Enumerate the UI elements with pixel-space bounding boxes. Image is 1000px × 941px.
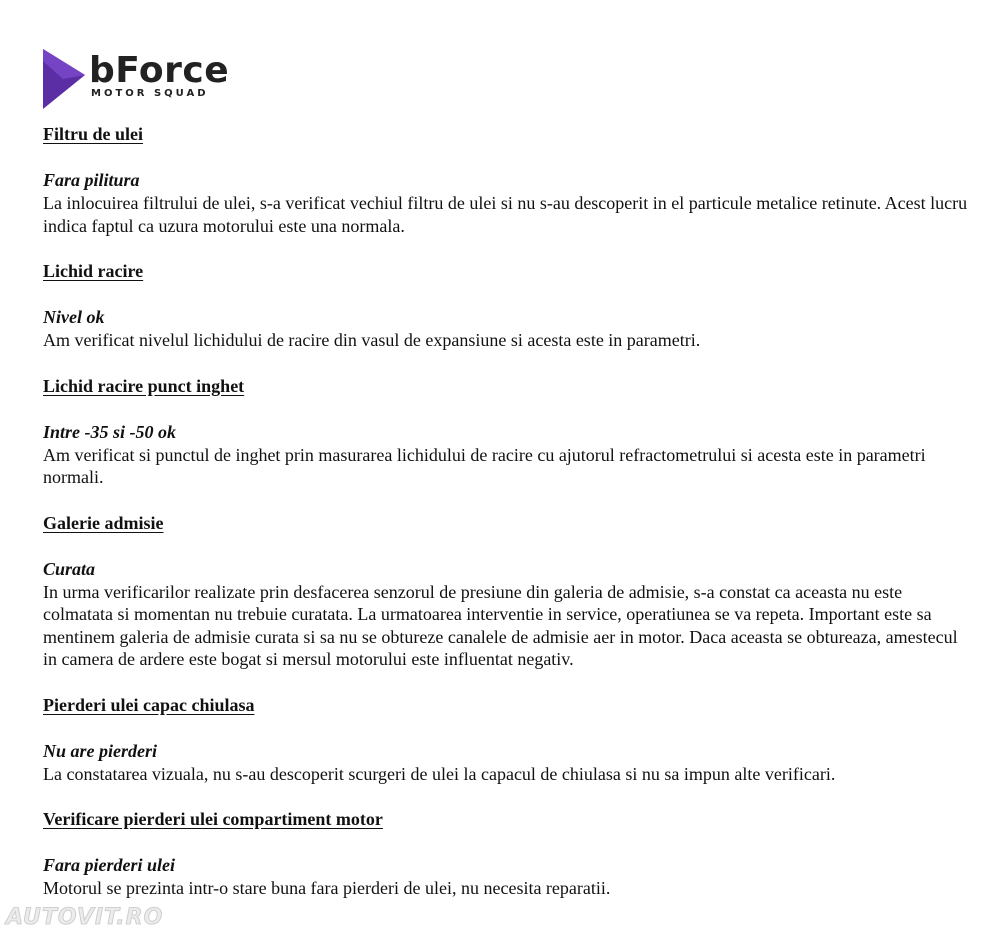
inspection-report [43, 48, 973, 923]
section-description: Motorul se prezinta intr-o stare buna fara pierderi de ulei, nu necesita reparatii. [43, 878, 611, 898]
section-title: Verificare pierderi ulei compartiment motor [43, 809, 383, 829]
section-title: Galerie admisie [43, 512, 164, 533]
section-status: Fara pilitura [43, 170, 140, 190]
section-status: Intre -35 si -50 ok [43, 421, 177, 442]
play-arrow-logo-icon [43, 49, 85, 109]
logo-name: bForce [89, 50, 230, 91]
section-oil-filter [43, 123, 973, 237]
section-valve-cover-leaks [43, 694, 973, 786]
section-title: Pierderi ulei capac chiulasa [43, 694, 255, 715]
section-status: Curata [43, 558, 96, 579]
section-title: Filtru de ulei [43, 124, 143, 144]
section-status: Nivel ok [43, 307, 105, 327]
section-description: La inlocuirea filtrului de ulei, s-a verificat vechiul filtru de ulei si nu s-au descoperit in el particule metalice retinute. Acest lucru indica faptul ca uzura motorului este una normala. [43, 193, 968, 236]
bforce-logo [43, 48, 973, 110]
section-intake-manifold [43, 512, 973, 671]
section-engine-bay-leaks [43, 808, 973, 900]
section-title: Lichid racire punct inghet [43, 375, 245, 396]
section-description: Am verificat nivelul lichidului de racire din vasul de expansiune si acesta este in parametri. [43, 330, 701, 350]
section-description: Am verificat si punctul de inghet prin masurarea lichidului de racire cu ajutorul refractometrului si acesta este in parametri normali. [43, 444, 926, 487]
section-description: La constatarea vizuala, nu s-au descoperit scurgeri de ulei la capacul de chiulasa si nu sa impun alte verificari. [43, 763, 836, 784]
autovit-watermark: AUTOVIT.RO [6, 905, 164, 930]
logo-text [89, 50, 230, 99]
logo-tagline: MOTOR SQUAD [91, 88, 209, 99]
section-status: Fara pierderi ulei [43, 855, 176, 875]
section-coolant-freeze-point [43, 375, 973, 489]
section-status: Nu are pierderi [43, 740, 157, 761]
section-title: Lichid racire [43, 261, 144, 281]
section-coolant [43, 260, 973, 352]
section-description: In urma verificarilor realizate prin desfacerea senzorul de presiune din galeria de admisie, s-a constat ca aceasta nu este colmatata si momentan nu trebuie curatata. La urmatoarea interventie in service, operatiunea se va repeta. Important este sa mentinem galeria de admisie curata si sa nu se obtureze canalele de admisie aer in motor. Daca aceasta se obtureaza, amestecul in camera de ardere este bogat si mersul motorului este influentat negativ. [43, 581, 958, 669]
